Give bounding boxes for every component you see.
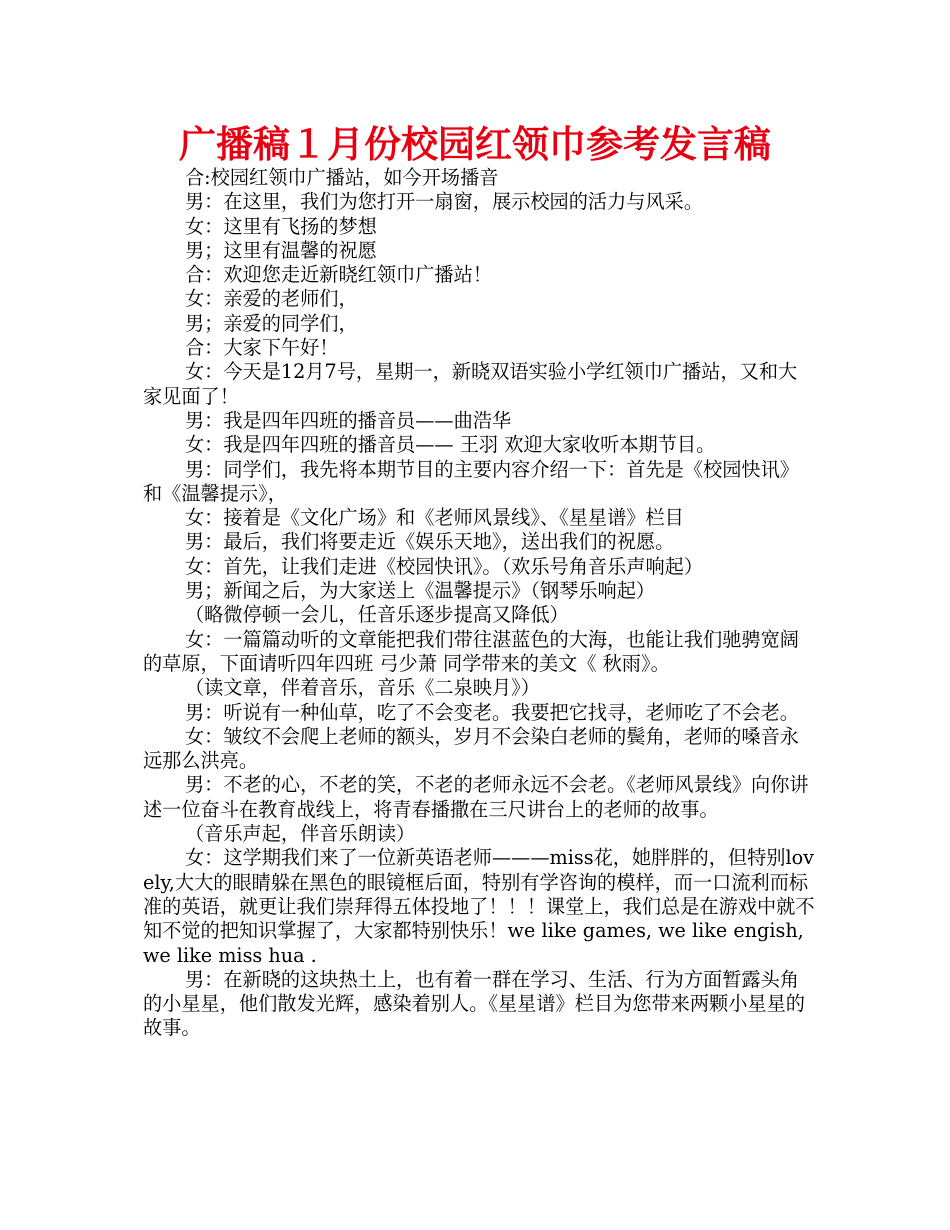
paragraph: 合：大家下午好！ <box>185 336 339 360</box>
paragraph: 男：在新晓的这块热土上，也有着一群在学习、生活、行为方面暂露头角的小星星，他们散发光辉，感染着别人。《星星谱》栏目为您带来两颗小星星的故事。 <box>143 967 805 1040</box>
paragraph: 合：欢迎您走近新晓红领巾广播站！ <box>185 263 492 287</box>
paragraph: 男：同学们，我先将本期节目的主要内容介绍一下：首先是《校园快讯》和《温馨提示》， <box>143 457 799 505</box>
paragraph: 女：今天是12月7号，星期一，新晓双语实验小学红领巾广播站，又和大家见面了！ <box>143 360 798 408</box>
paragraph: 女：这里有飞扬的梦想 <box>185 214 377 238</box>
paragraph: 男：在这里，我们为您打开一扇窗，展示校园的活力与风采。 <box>185 190 704 214</box>
paragraph: （音乐声起，伴音乐朗读） <box>185 822 416 846</box>
paragraph: 女：接着是《文化广场》和《老师风景线》、《星星谱》栏目 <box>185 506 684 530</box>
paragraph: 合:校园红领巾广播站，如今开场播音 <box>185 166 499 189</box>
paragraph: 男：我是四年四班的播音员——曲浩华 <box>185 408 512 432</box>
paragraph: 女：一篇篇动听的文章能把我们带往湛蓝色的大海，也能让我们驰骋宽阔的草原，下面请听四年四班 弓少萧 同学带来的美文《 秋雨》。 <box>143 627 799 675</box>
paragraph: 男；新闻之后，为大家送上《温馨提示》（钢琴乐响起） <box>185 579 656 603</box>
paragraph: 女：这学期我们来了一位新英语老师———miss花，她胖胖的，但特别lovely,大大的眼睛躲在黑色的眼镜框后面，特别有学咨询的模样，而一口流利而标准的英语，就更让我们崇拜得五体投地了！！！课堂上，我们总是在游戏中就不知不觉的把知识掌握了，大家都特别快乐！we like games, we like engish, we like miss hua . <box>143 846 815 967</box>
paragraph: 男；亲爱的同学们， <box>185 311 358 335</box>
paragraph: （读文章，伴着音乐，音乐《二泉映月》） <box>185 676 540 700</box>
paragraph: 女：我是四年四班的播音员—— 王羽 欢迎大家收听本期节目。 <box>185 433 716 457</box>
document-title: 广播稿１月份校园红领巾参考发言稿 <box>179 123 771 166</box>
paragraph: （略微停顿一会儿，任音乐逐步提高又降低） <box>185 603 569 627</box>
document-body <box>143 166 815 1041</box>
paragraph: 男：最后，我们将要走近《娱乐天地》，送出我们的祝愿。 <box>185 530 675 554</box>
paragraph: 男：听说有一种仙草，吃了不会变老。我要把它找寻，老师吃了不会老。 <box>185 700 799 724</box>
paragraph: 男：不老的心，不老的笑，不老的老师永远不会老。《老师风景线》向你讲述一位奋斗在教育战线上，将青春播撒在三尺讲台上的老师的故事。 <box>143 773 809 821</box>
paragraph: 女：皱纹不会爬上老师的额头，岁月不会染白老师的鬓角，老师的嗓音永远那么洪亮。 <box>143 724 799 773</box>
paragraph: 女：亲爱的老师们， <box>185 287 358 311</box>
paragraph: 男；这里有温馨的祝愿 <box>185 238 377 262</box>
paragraph: 女：首先，让我们走进《校园快讯》。（欢乐号角音乐声响起） <box>185 554 704 578</box>
